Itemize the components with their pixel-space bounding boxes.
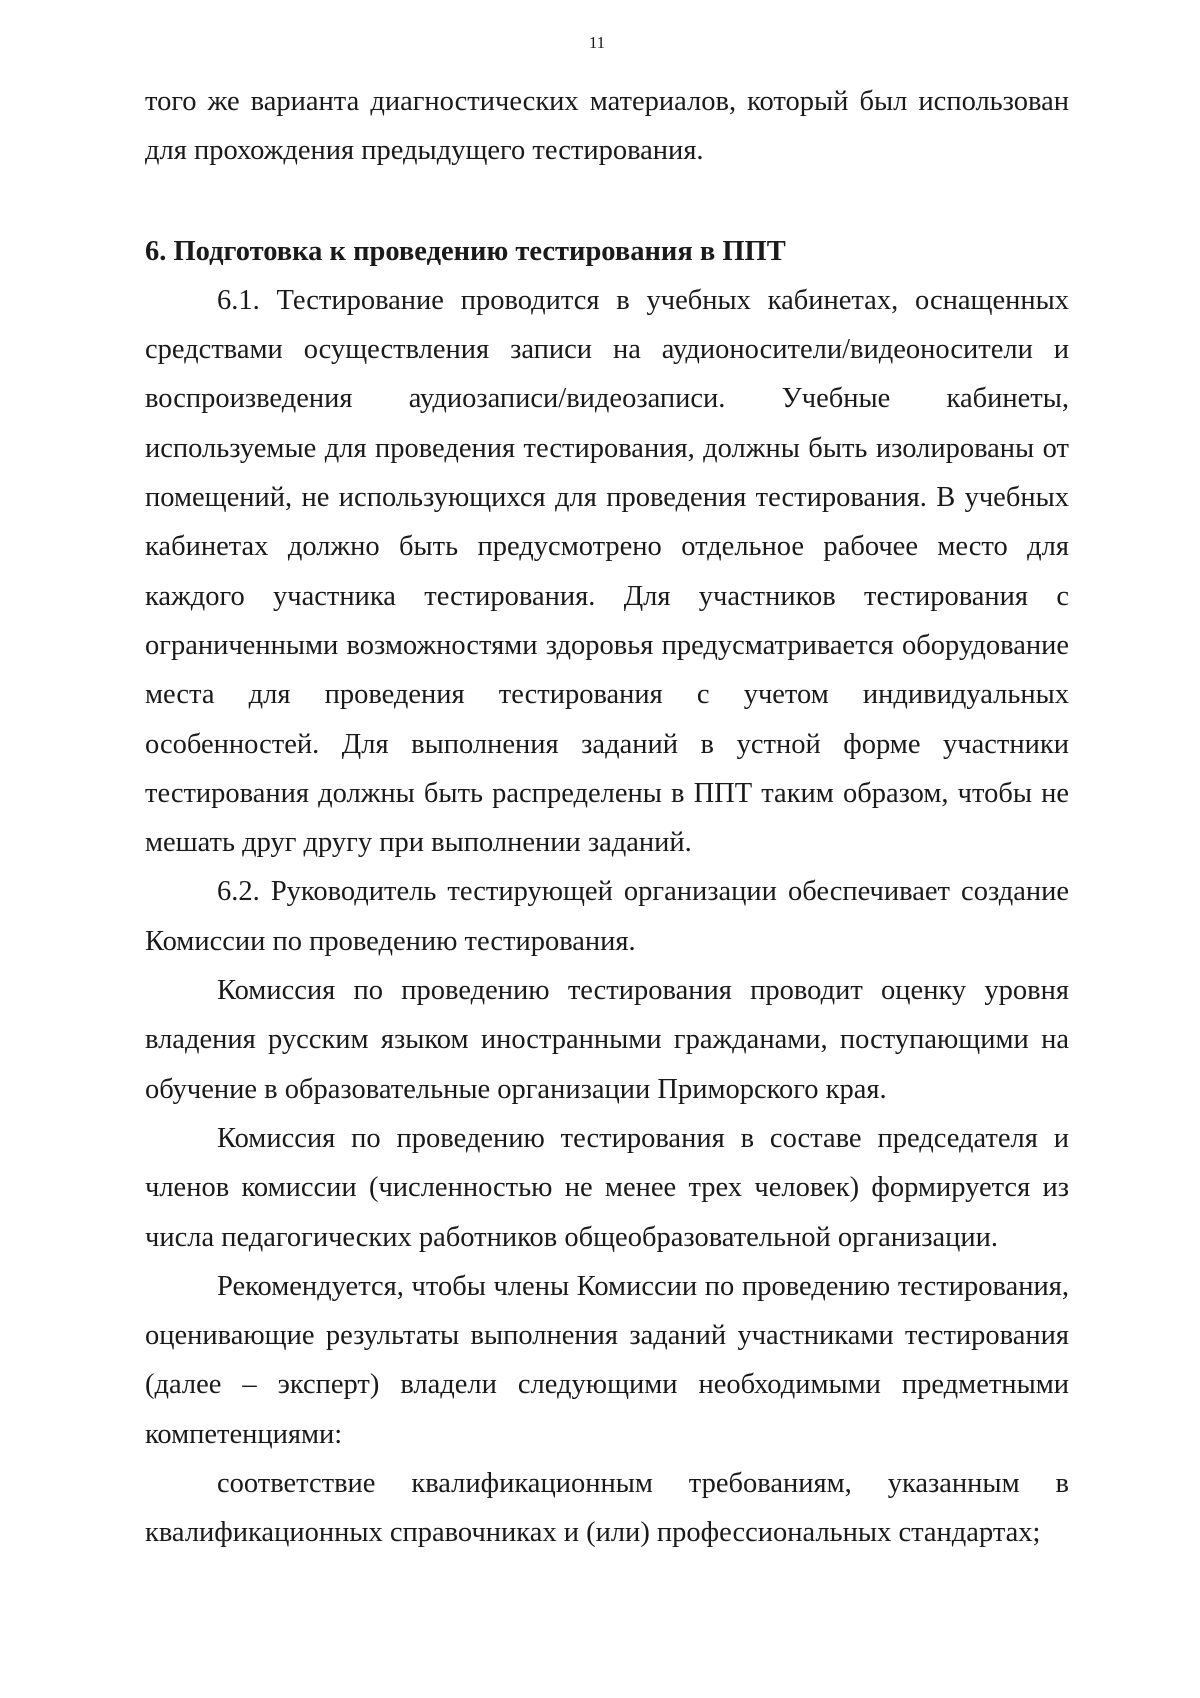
- paragraph-continuation: того же варианта диагностических материалов, который был использован для прохождения предыдущего тестирования.: [145, 86, 1069, 167]
- paragraph-commission-role: Комиссия по проведению тестирования проводит оценку уровня владения русским языком иностранными гражданами, поступающими на обучение в образовательные организации Приморского края.: [145, 975, 1069, 1105]
- paragraph-expert-recommendation: Рекомендуется, чтобы члены Комиссии по проведению тестирования, оценивающие результаты выполнения заданий участниками тестирования (далее – эксперт) владели следующими необходимыми предметными компетенциями:: [145, 1270, 1069, 1450]
- paragraph-6-2: 6.2. Руководитель тестирующей организации обеспечивает создание Комиссии по проведению тестирования.: [145, 876, 1069, 957]
- paragraph-commission-composition: Комиссия по проведению тестирования в составе председателя и членов комиссии (численностью не менее трех человек) формируется из числа педагогических работников общеобразовательной организации.: [145, 1122, 1069, 1253]
- paragraph-6-1: 6.1. Тестирование проводится в учебных кабинетах, оснащенных средствами осуществления записи на аудионосители/видеоносители и воспроизведения аудиозаписи/видеозаписи. Учебные кабинеты, используемые для проведения тестирования, должны быть изолированы от помещений, не использующихся для проведения тестирования. В учебных кабинетах должно быть предусмотрено отдельное рабочее место для каждого участника тестирования. Для участников тестирования с ограниченными возможностями здоровья предусматривается оборудование места для проведения тестирования с учетом индивидуальных особенностей. Для выполнения заданий в устной форме участники тестирования должны быть распределены в ППТ таким образом, чтобы не мешать друг другу при выполнении заданий.: [145, 284, 1069, 859]
- section-heading: 6. Подготовка к проведению тестирования в ППТ: [145, 235, 786, 267]
- paragraph-competence-item: соответствие квалификационным требованиям, указанным в квалификационных справочниках и (или) профессиональных стандартах;: [145, 1468, 1069, 1549]
- page-number: 11: [588, 33, 606, 52]
